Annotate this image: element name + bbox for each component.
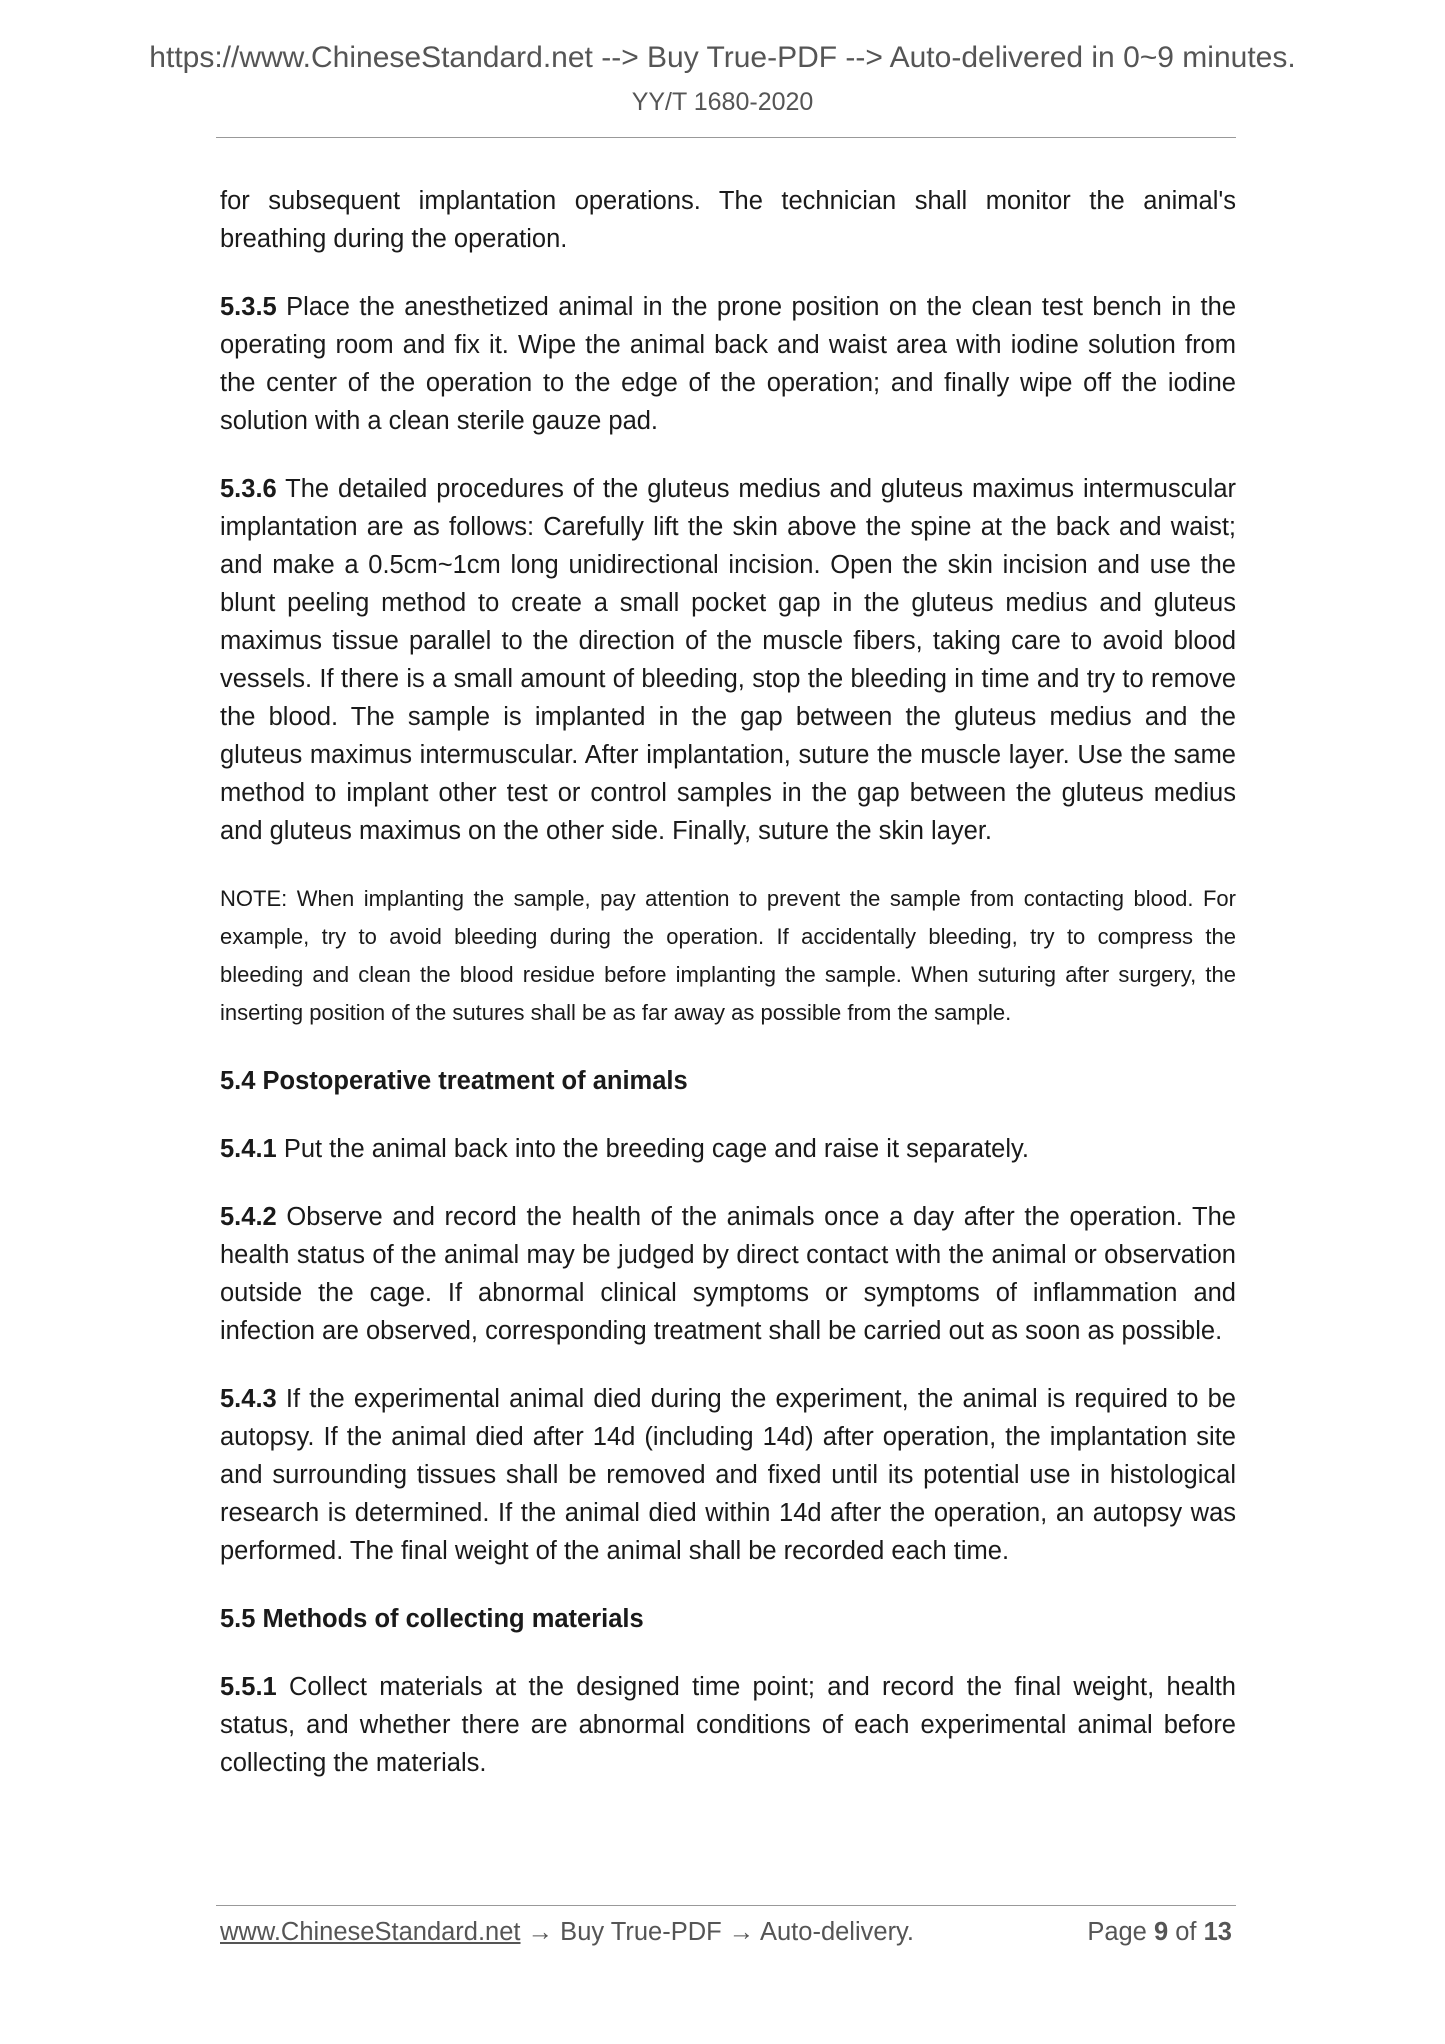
clause-text: Place the anesthetized animal in the prone position on the clean test bench in the operating room and fix it. Wipe the animal back and waist area with iodine solution from the center of the operation to the edge of the operation; and finally wipe off the iodine solution with a clean sterile gauze pad. xyxy=(220,293,1236,435)
clause-number: 5.4.1 xyxy=(220,1135,277,1163)
page-number: 9 xyxy=(1153,1918,1169,1946)
footer-tagline: → Buy True-PDF → Auto-delivery. xyxy=(520,1918,914,1946)
document-body xyxy=(220,182,1236,1812)
note: NOTE: When implanting the sample, pay attention to prevent the sample from contacting blood. For example, try to avoid bleeding during the operation. If accidentally bleeding, try to compress the bleeding and clean the blood residue before implanting the sample. When suturing after surgery, the inserting position of the sutures shall be as far away as possible from the sample. xyxy=(220,886,1236,1025)
clause-text: The detailed procedures of the gluteus medius and gluteus maximus intermuscular implantation are as follows: Carefully lift the skin above the spine at the back and waist; and make a 0.5cm~1cm long unidirectional incision. Open the skin incision and use the blunt peeling method to create a small pocket gap in the gluteus medius and gluteus maximus tissue parallel to the direction of the muscle fibers, taking care to avoid blood vessels. If there is a small amount of bleeding, stop the bleeding in time and try to remove the blood. The sample is implanted in the gap between the gluteus medius and the gluteus maximus intermuscular. After implantation, suture the muscle layer. Use the same method to implant other test or control samples in the gap between the gluteus medius and gluteus maximus on the other side. Finally, suture the skin layer. xyxy=(220,475,1237,845)
clause-number: 5.4.2 xyxy=(220,1203,277,1231)
header-divider xyxy=(216,137,1236,138)
page-total: 13 xyxy=(1203,1918,1232,1946)
page-label: Page xyxy=(1087,1918,1147,1946)
of-label: of xyxy=(1175,1918,1197,1946)
clause-text: Put the animal back into the breeding cage and raise it separately. xyxy=(283,1135,1029,1163)
top-banner: https://www.ChineseStandard.net --> Buy True-PDF --> Auto-delivered in 0~9 minutes. xyxy=(149,41,1296,74)
paragraph-continued: for subsequent implantation operations. The technician shall monitor the animal's breathing during the operation. xyxy=(220,187,1236,253)
clause-text: If the experimental animal died during the experiment, the animal is required to be autopsy. If the animal died after 14d (including 14d) after operation, the implantation site and surrounding tissues shall be removed and fixed until its potential use in histological research is determined. If the animal died within 14d after the operation, an autopsy was performed. The final weight of the animal shall be recorded each time. xyxy=(220,1385,1236,1565)
clause-5-3-6 xyxy=(220,470,1236,850)
site-link[interactable]: www.ChineseStandard.net xyxy=(220,1918,521,1946)
clause-number: 5.5.1 xyxy=(220,1673,277,1701)
footer-left xyxy=(220,1918,914,1947)
clause-number: 5.3.6 xyxy=(220,475,277,503)
clause-5-4-3 xyxy=(220,1380,1236,1570)
heading-5-5: 5.5 Methods of collecting materials xyxy=(220,1605,644,1633)
clause-5-4-1 xyxy=(220,1130,1236,1168)
clause-number: 5.3.5 xyxy=(220,293,277,321)
clause-text: Observe and record the health of the animals once a day after the operation. The health status of the animal may be judged by direct contact with the animal or observation outside the cage. If abnormal clinical symptoms or symptoms of inflammation and infection are observed, corresponding treatment shall be carried out as soon as possible. xyxy=(220,1203,1236,1345)
clause-text: Collect materials at the designed time point; and record the final weight, health status, and whether there are abnormal conditions of each experimental animal before collecting the materials. xyxy=(220,1673,1236,1777)
standard-code: YY/T 1680-2020 xyxy=(631,88,814,116)
clause-number: 5.4.3 xyxy=(220,1385,277,1413)
clause-5-3-5 xyxy=(220,288,1236,440)
heading-5-4: 5.4 Postoperative treatment of animals xyxy=(220,1067,688,1095)
page-indicator xyxy=(1087,1918,1232,1947)
page-footer xyxy=(220,1918,1232,1947)
clause-5-4-2 xyxy=(220,1198,1236,1350)
clause-5-5-1 xyxy=(220,1668,1236,1782)
footer-divider xyxy=(216,1905,1236,1906)
